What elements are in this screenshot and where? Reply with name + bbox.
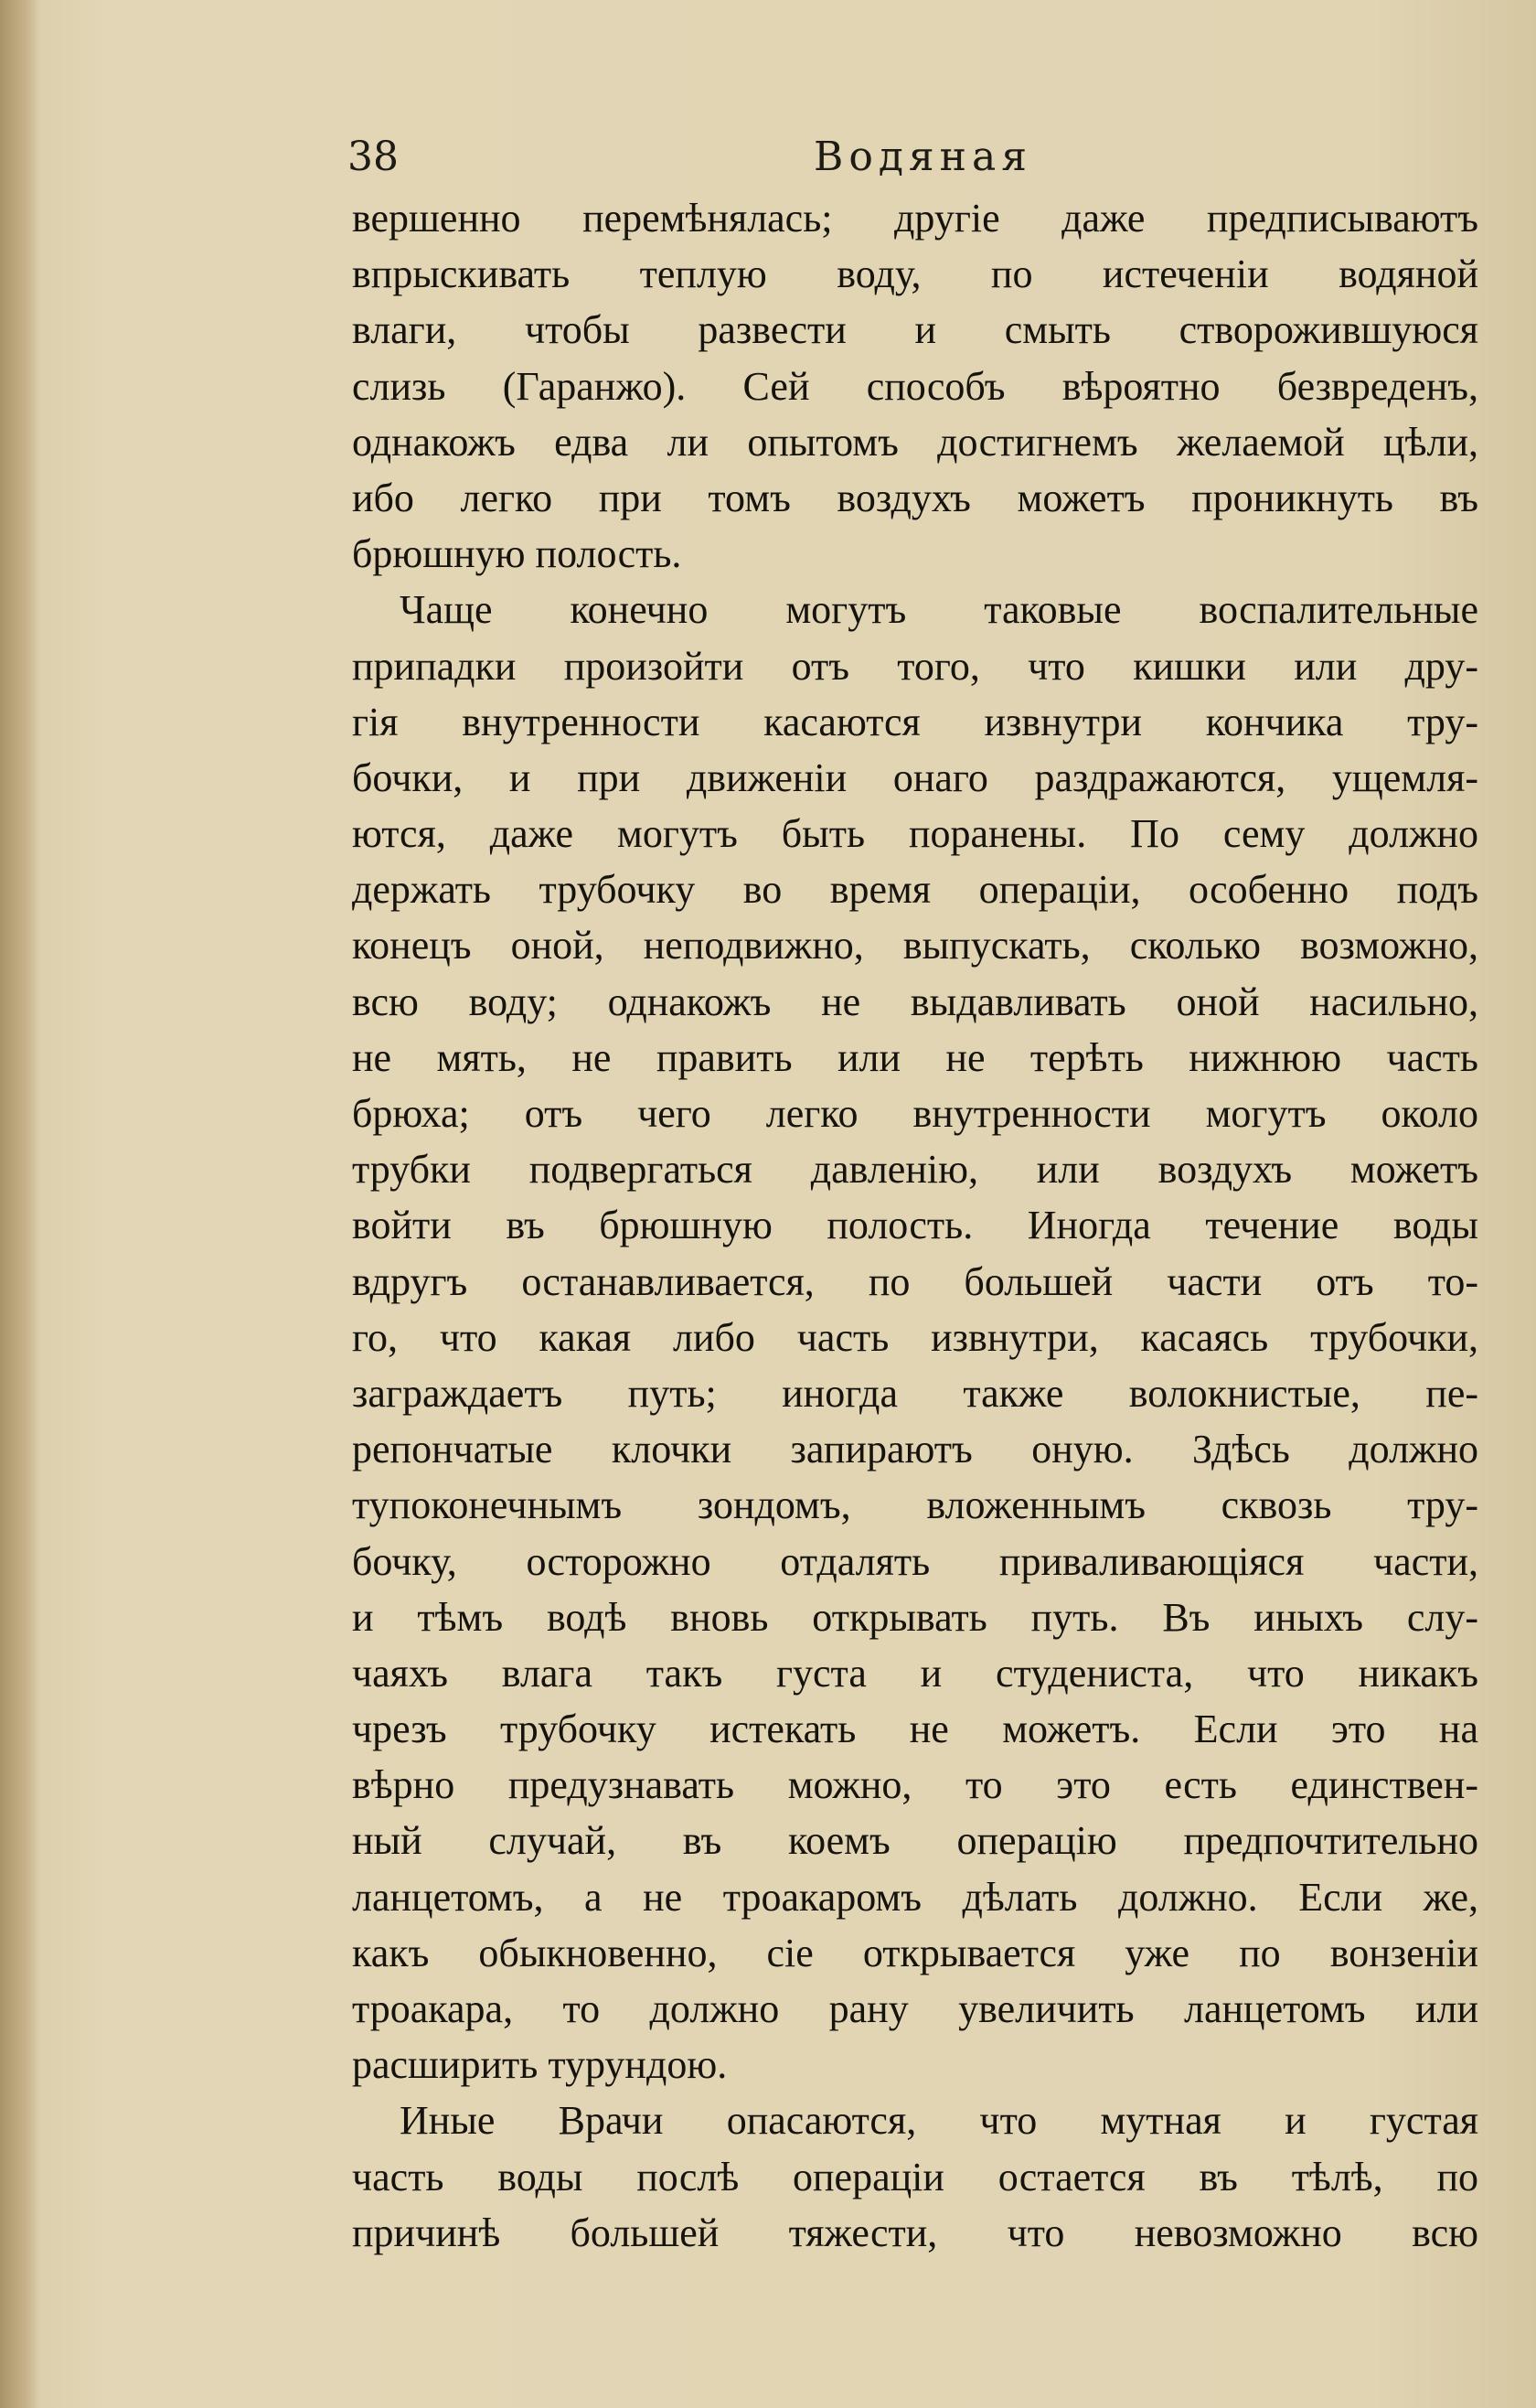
body-text (352, 190, 1478, 2261)
text-line: войти въ брюшную полость. Иногда течение воды (352, 1203, 1478, 1248)
text-line: брюха; отъ чего легко внутренности могутъ около (352, 1091, 1478, 1136)
text-line: конецъ оной, неподвижно, выпускать, сколько возможно, (352, 923, 1478, 969)
text-line: чаяхъ влага такъ густа и студениста, что никакъ (352, 1650, 1478, 1696)
page-binding-shadow (0, 0, 40, 2408)
running-title: Водяная (814, 134, 1032, 180)
page-number: 38 (347, 134, 399, 180)
text-line: трубки подвергаться давленію, или воздухъ можетъ (352, 1147, 1478, 1193)
text-line: троакара, то должно рану увеличить ланцетомъ или (352, 1986, 1478, 2031)
text-line: вершенно перемѣнялась; другіе даже предписываютъ (352, 196, 1478, 241)
text-line: Иные Врачи опасаются, что мутная и густая (400, 2098, 1478, 2144)
text-line: держать трубочку во время операціи, особенно подъ (352, 867, 1478, 913)
text-line: какъ обыкновенно, сіе открывается уже по вонзеніи (352, 1930, 1478, 1975)
text-line: ются, даже могутъ быть поранены. По сему должно (352, 811, 1478, 857)
text-line: бочку, осторожно отдалять приваливающіяся части, (352, 1538, 1478, 1584)
text-line: тупоконечнымъ зондомъ, вложеннымъ сквозь тру- (352, 1482, 1478, 1528)
text-line: ланцетомъ, а не троакаромъ дѣлать должно. Если же, (352, 1874, 1478, 1920)
text-line: бочки, и при движеніи онаго раздражаются, ущемля- (352, 755, 1478, 800)
text-line: ибо легко при томъ воздухъ можетъ проникнуть въ (352, 475, 1478, 520)
text-line: всю воду; однакожъ не выдавливать оной насильно, (352, 979, 1478, 1024)
text-line: го, что какая либо часть извнутри, касаясь трубочки, (352, 1314, 1478, 1360)
text-line: гія внутренности касаются извнутри кончика тру- (352, 699, 1478, 744)
text-line: впрыскивать теплую воду, по истеченіи водяной (352, 252, 1478, 297)
text-line: припадки произойти отъ того, что кишки или дру- (352, 643, 1478, 689)
text-line: брюшную полость. (352, 531, 682, 577)
text-line: влаги, чтобы развести и смыть створожившуюся (352, 307, 1478, 353)
text-line: слизь (Гаранжо). Сей способъ вѣроятно безвреденъ, (352, 363, 1478, 409)
text-line: вдругъ останавливается, по большей части отъ то- (352, 1258, 1478, 1304)
page-header (347, 134, 1481, 188)
text-line: и тѣмъ водѣ вновь открывать путь. Въ иныхъ слу- (352, 1594, 1478, 1640)
text-line: Чаще конечно могутъ таковые воспалительные (400, 587, 1478, 633)
text-line: не мять, не править или не терѣть нижнюю часть (352, 1034, 1478, 1080)
text-line: заграждаетъ путь; иногда также волокнистые, пе- (352, 1370, 1478, 1416)
text-line: причинѣ большей тяжести, что невозможно всю (352, 2210, 1478, 2255)
text-line: ный случай, въ коемъ операцію предпочтительно (352, 1818, 1478, 1864)
text-line: однакожъ едва ли опытомъ достигнемъ желаемой цѣли, (352, 419, 1478, 465)
text-line: чрезъ трубочку истекать не можетъ. Если это на (352, 1707, 1478, 1752)
text-line: расширить турундою. (352, 2042, 728, 2088)
text-line: часть воды послѣ операціи остается въ тѣлѣ, по (352, 2154, 1478, 2199)
text-line: вѣрно предузнавать можно, то это есть единствен- (352, 1762, 1478, 1808)
text-line: репончатые клочки запираютъ оную. Здѣсь должно (352, 1427, 1478, 1472)
